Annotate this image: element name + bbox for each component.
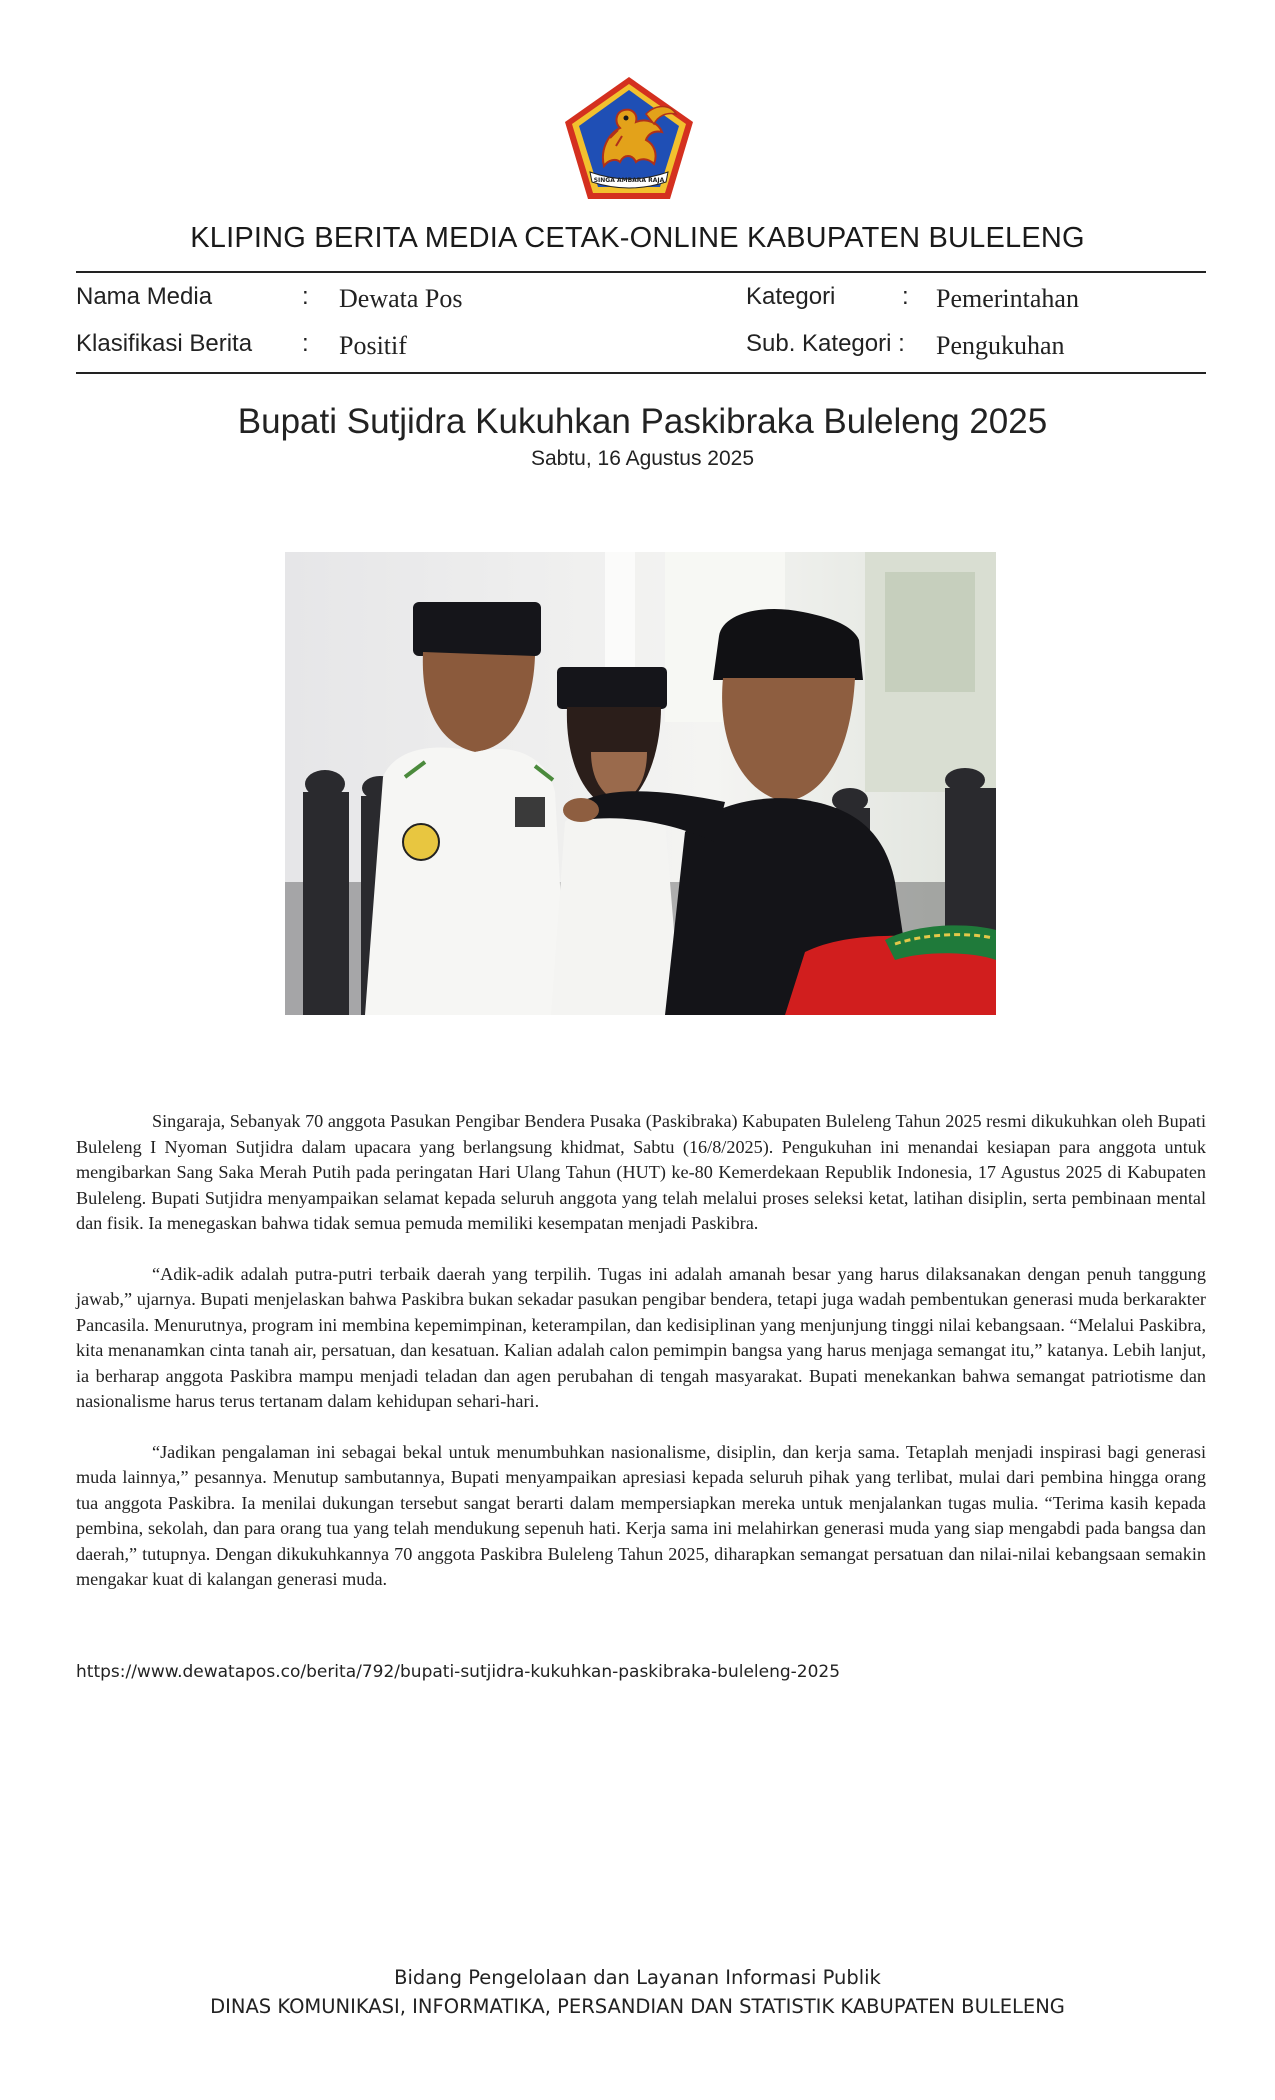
kategori-colon: : (902, 283, 909, 310)
article-body (76, 1109, 1206, 1618)
logo-motto: SINGA AMBARA RAJA (593, 177, 665, 184)
source-url: https://www.dewatapos.co/berita/792/bupati-sutjidra-kukuhkan-paskibraka-buleleng-2025 (76, 1662, 841, 1682)
subkategori-value: Pengukuhan (936, 331, 1065, 360)
kategori-value: Pemerintahan (936, 284, 1079, 313)
footer-department: Bidang Pengelolaan dan Layanan Informasi Publik (394, 1966, 881, 1989)
subkategori-label: Sub. Kategori : (746, 330, 905, 357)
media-colon: : (302, 283, 309, 310)
article-paragraph: “Adik-adik adalah putra-putri terbaik daerah yang terpilih. Tugas ini adalah amanah besar yang harus dilaksanakan dengan penuh tanggung jawab,” ujarnya. Bupati menjelaskan bahwa Paskibra bukan sekadar pasukan pengibar bendera, tetapi juga wadah pembentukan generasi muda berkarakter Pancasila. Menurutnya, program ini membina kepemimpinan, keterampilan, dan kedisiplinan yang menjunjung tinggi nilai kebangsaan. “Melalui Paskibra, kita menanamkan cinta tanah air, persatuan, dan kesatuan. Kalian adalah calon pemimpin bangsa yang harus menjaga semangat itu,” katanya. Lebih lanjut, ia berharap anggota Paskibra mampu menjadi teladan dan agen perubahan di tengah masyarakat. Bupati menekankan bahwa semangat patriotisme dan nasionalisme harus terus tertanam dalam kehidupan sehari-hari. (76, 1263, 1206, 1411)
header-bottom-rule (76, 372, 1206, 374)
article-paragraph: “Jadikan pengalaman ini sebagai bekal untuk menumbuhkan nasionalisme, disiplin, dan kerja sama. Tetaplah menjadi inspirasi bagi generasi muda lainnya,” pesannya. Menutup sambutannya, Bupati menyampaikan apresiasi kepada seluruh pihak yang terlibat, mulai dari pembina hingga orang tua anggota Paskibra. Ia menilai dukungan tersebut sangat berarti dalam mempersiapkan mereka untuk menjalankan tugas mulia. “Terima kasih kepada pembina, sekolah, dan para orang tua yang telah mendukung sepenuh hati. Kerja sama ini melahirkan generasi muda yang siap mengabdi pada bangsa dan daerah,” tutupnya. Dengan dikukuhkannya 70 anggota Paskibra Buleleng Tahun 2025, diharapkan semangat persatuan dan nilai-nilai kebangsaan semakin mengakar kuat di kalangan generasi muda. (76, 1441, 1206, 1589)
buleleng-regency-logo (562, 74, 696, 202)
article-photo (285, 552, 996, 1015)
klasifikasi-colon: : (302, 330, 309, 357)
document-header-title: KLIPING BERITA MEDIA CETAK-ONLINE KABUPATEN BULELENG (190, 222, 1085, 254)
media-value: Dewata Pos (339, 284, 463, 313)
footer-agency: DINAS KOMUNIKASI, INFORMATIKA, PERSANDIAN DAN STATISTIK KABUPATEN BULELENG (210, 1995, 1065, 2018)
article-date: Sabtu, 16 Agustus 2025 (530, 447, 754, 470)
kategori-label: Kategori (746, 283, 836, 310)
klasifikasi-label: Klasifikasi Berita (76, 330, 253, 357)
header-top-rule (76, 271, 1206, 273)
media-label: Nama Media (76, 283, 213, 310)
article-paragraph: Singaraja, Sebanyak 70 anggota Pasukan Pengibar Bendera Pusaka (Paskibraka) Kabupaten Buleleng Tahun 2025 resmi dikukuhkan oleh Bupati Buleleng I Nyoman Sutjidra dalam upacara yang berlangsung khidmat, Sabtu (16/8/2025). Pengukuhan ini menandai kesiapan para anggota untuk mengibarkan Sang Saka Merah Putih pada peringatan Hari Ulang Tahun (HUT) ke-80 Kemerdekaan Republik Indonesia, 17 Agustus 2025 di Kabupaten Buleleng. Bupati Sutjidra menyampaikan selamat kepada seluruh anggota yang telah melalui proses seleksi ketat, latihan disiplin, serta pembinaan mental dan fisik. Ia menegaskan bahwa tidak semua pemuda memiliki kesempatan menjadi Paskibra. (76, 1111, 1206, 1233)
klasifikasi-value: Positif (339, 331, 407, 360)
article-headline: Bupati Sutjidra Kukuhkan Paskibraka Buleleng 2025 (237, 402, 1048, 441)
